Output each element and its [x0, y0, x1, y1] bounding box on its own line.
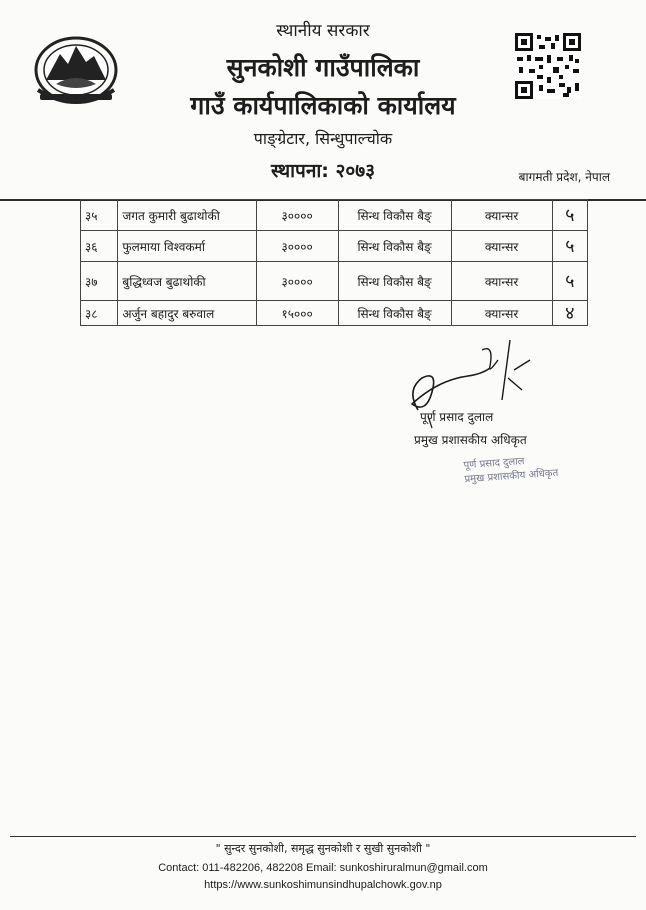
row-disease: क्यान्सर	[451, 200, 552, 231]
footer-divider	[10, 836, 636, 837]
header-address: पाङ्ग्रेटार, सिन्धुपाल्चोक	[253, 129, 393, 148]
row-disease: क्यान्सर	[451, 301, 552, 326]
row-number: ३५	[81, 200, 118, 231]
footer-contact: Contact: 011-482206, 482208 Email: sunkoshiruralmun@gmail.com	[158, 862, 488, 874]
row-name: फुलमाया विश्वकर्मा	[118, 231, 256, 262]
header-established: स्थापना: २०७३	[270, 160, 376, 182]
row-number: ३८	[81, 301, 118, 326]
row-bank: सिन्ध विकौस बैङ्	[338, 231, 451, 262]
row-disease: क्यान्सर	[451, 262, 552, 301]
row-bank: सिन्ध विकौस बैङ्	[338, 262, 451, 301]
row-name: बुद्धिध्वज बुढाथोकी	[118, 262, 256, 301]
row-name: अर्जुन बहादुर बरुवाल	[118, 301, 256, 326]
records-table	[80, 199, 588, 326]
footer-motto: " सुन्दर सुनकोशी, समृद्ध सुनकोशी र सुखी सुनकोशी "	[215, 842, 431, 855]
header-region: बागमती प्रदेश, नेपाल	[518, 170, 610, 184]
official-stamp	[463, 453, 559, 487]
row-amount: ३००००	[256, 262, 338, 301]
header-municipality-name: सुनकोशी गाउँपालिका	[226, 53, 420, 82]
row-amount: ३००००	[256, 200, 338, 231]
row-mark: ५	[552, 262, 587, 301]
table-row	[81, 231, 588, 262]
row-mark: ५	[552, 200, 587, 231]
row-bank: सिन्ध विकौस बैङ्	[338, 301, 451, 326]
row-number: ३६	[81, 231, 118, 262]
table-row	[81, 262, 588, 301]
row-name: जगत कुमारी बुढाथोकी	[118, 200, 256, 231]
header-government-label: स्थानीय सरकार	[276, 21, 370, 41]
signatory-name: पूर्ण प्रसाद दुलाल	[420, 410, 494, 424]
row-amount: ३००००	[256, 231, 338, 262]
signatory-title: प्रमुख प्रशासकीय अधिकृत	[414, 433, 527, 447]
stamp-line-name: पूर्ण प्रसाद दुलाल	[463, 456, 525, 472]
row-bank: सिन्ध विकौस बैङ्	[338, 200, 451, 231]
header-office-name: गाउँ कार्यपालिकाको कार्यालय	[190, 91, 456, 120]
stamp-line-title: प्रमुख प्रशासकीय अधिकृत	[464, 467, 559, 486]
row-disease: क्यान्सर	[451, 231, 552, 262]
table-row	[81, 200, 588, 231]
table-row	[81, 301, 588, 326]
row-mark: ४	[552, 301, 587, 326]
row-number: ३७	[81, 262, 118, 301]
row-mark: ५	[552, 231, 587, 262]
row-amount: १५०००	[256, 301, 338, 326]
footer-website-link[interactable]: https://www.sunkoshimunsindhupalchowk.gov.np	[204, 879, 442, 891]
